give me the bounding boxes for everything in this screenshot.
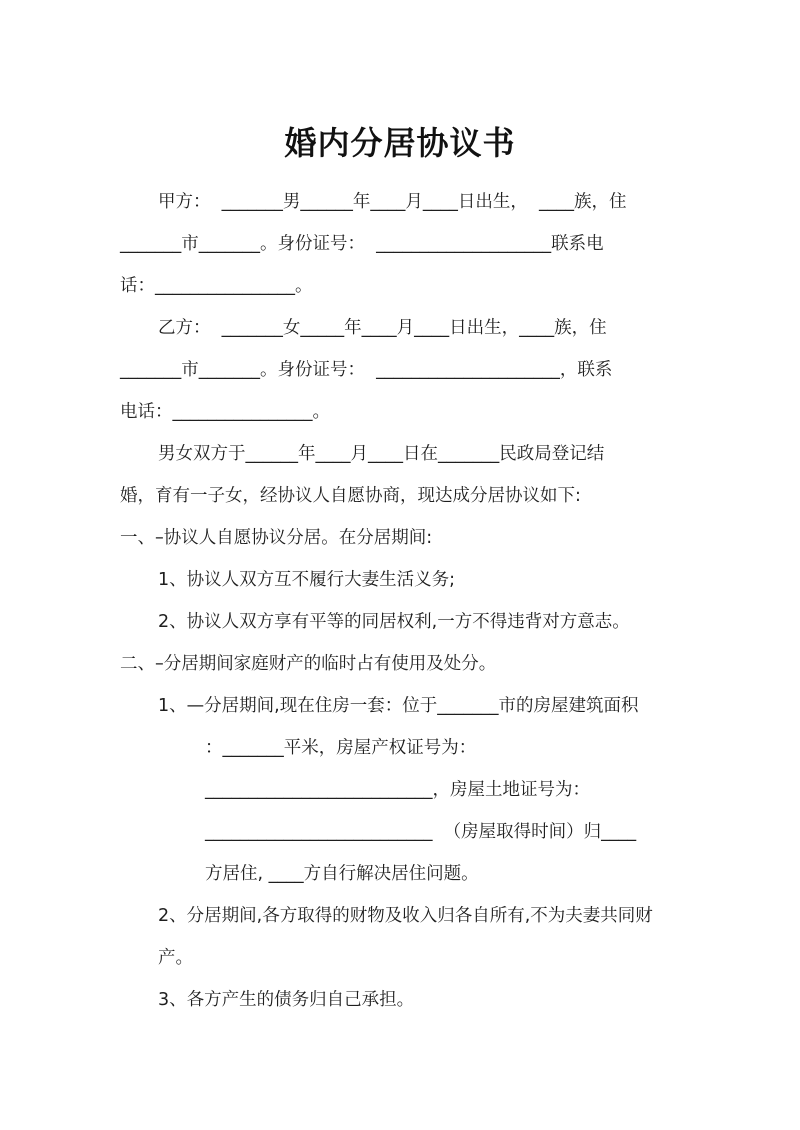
intro-line-2: 婚，育有一子女，经协议人自愿协商，现达成分居协议如下: [120, 486, 581, 506]
section-2-item-1-line-3: __________________________，房屋土地证号为： [205, 780, 590, 800]
intro-line-1: 男女双方于______年____月____日在_______民政局登记结 [158, 444, 605, 464]
document-title: 婚内分居协议书 [284, 124, 516, 162]
party-b-line-2: _______市_______。身份证号： _____________________，联系 [120, 360, 613, 380]
party-b-line-1: 乙方： _______女_____年____月____日出生，____族，住 [158, 318, 607, 338]
section-2-item-1-line-1: 1、—分居期间,现在住房一套：位于_______市的房屋建筑面积 [158, 696, 639, 716]
section-2-item-1-line-5: 方居住, ____方自行解决居住问题。 [205, 864, 479, 884]
party-a-line-3: 话：________________。 [120, 276, 313, 296]
section-2-item-2-line-2: 产。 [158, 948, 193, 968]
section-1-item-2: 2、协议人双方享有平等的同居权利,一方不得违背对方意志。 [158, 612, 630, 632]
party-a-line-2: _______市_______。身份证号： ____________________联系电 [120, 234, 604, 254]
party-a-line-1: 甲方： _______男______年____月____日出生， ____族，住 [158, 192, 627, 212]
party-b-line-3: 电话：________________。 [120, 402, 330, 422]
section-2-item-2-line-1: 2、分居期间,各方取得的财物及收入归各自所有,不为夫妻共同财 [158, 906, 653, 926]
section-2-heading: 二、–分居期间家庭财产的临时占有使用及处分。 [120, 654, 497, 674]
section-1-heading: 一、–协议人自愿协议分居。在分居期间: [120, 528, 433, 548]
section-1-item-1: 1、协议人双方互不履行大妻生活义务; [158, 570, 456, 590]
section-2-item-1-line-2: ：_______平米，房屋产权证号为： [205, 738, 477, 758]
section-2-item-1-line-4: __________________________ （房屋取得时间）归____ [205, 822, 637, 842]
section-2-item-3: 3、各方产生的债务归自己承担。 [158, 990, 415, 1010]
